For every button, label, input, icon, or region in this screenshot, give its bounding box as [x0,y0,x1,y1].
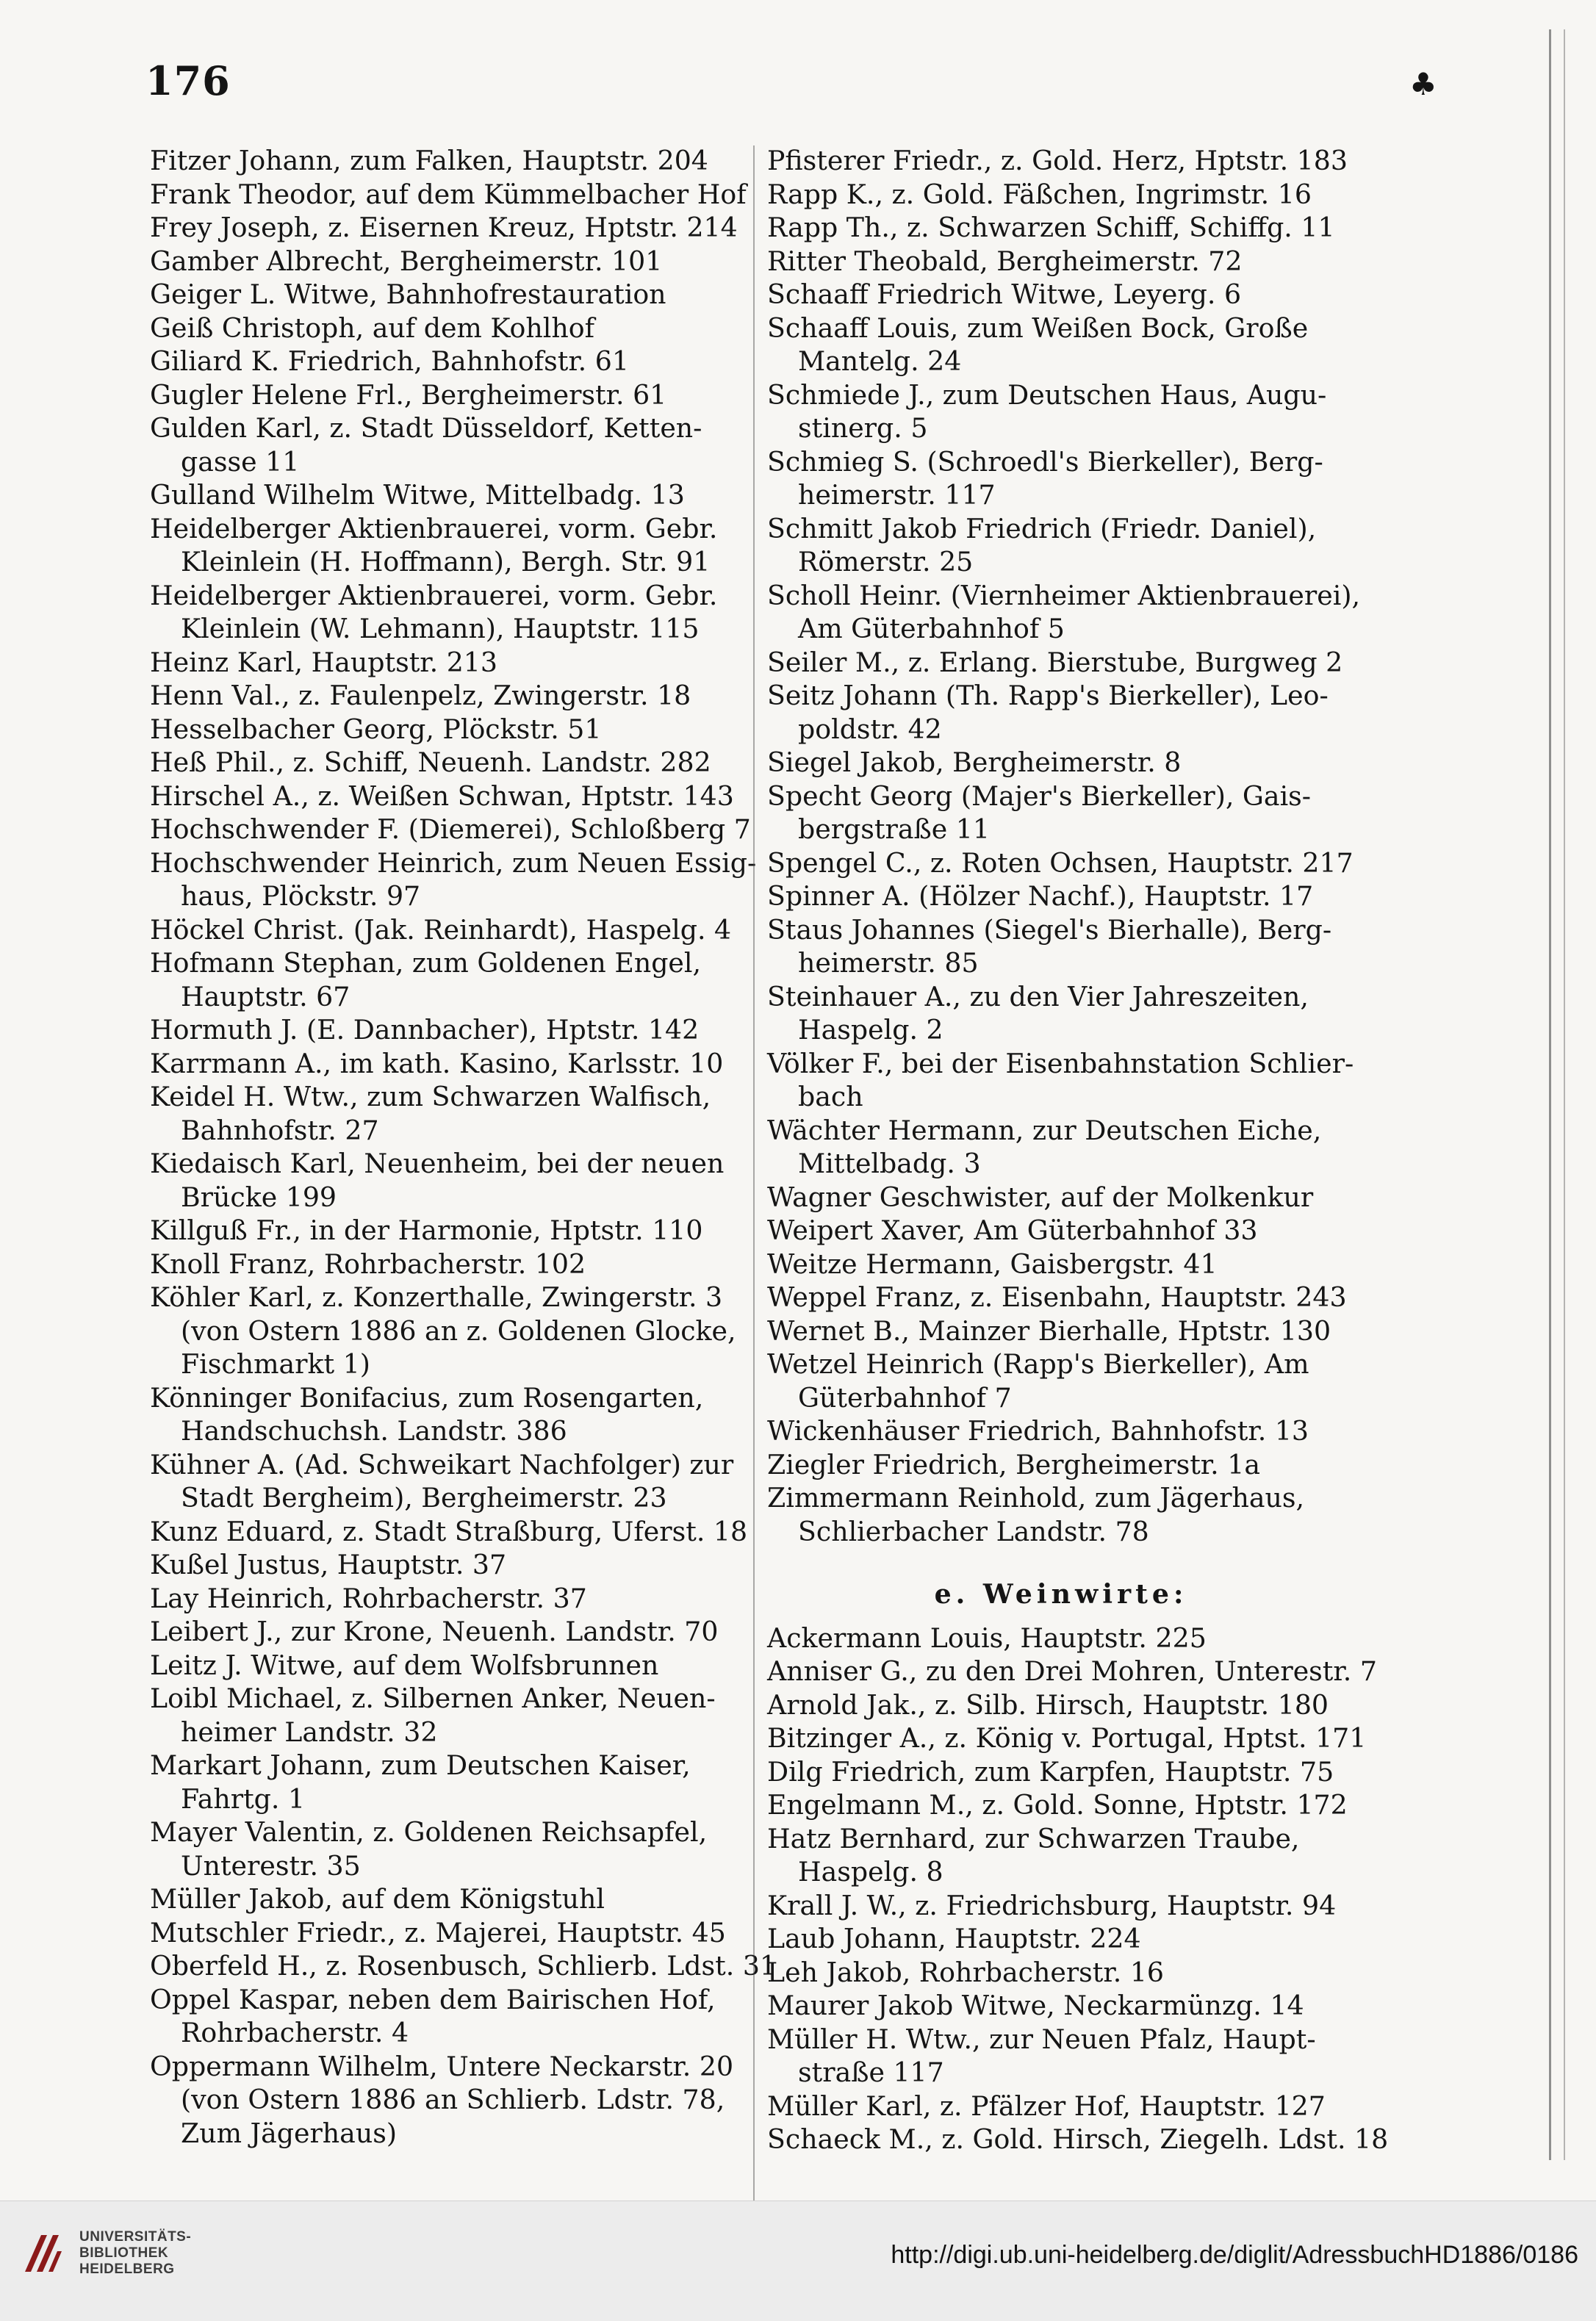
entry-line: Knoll Franz, Rohrbacherstr. 102 [150,1248,586,1280]
entry-line: Schmieg S. (Schroedl's Bierkeller), Berg- [767,445,1323,478]
entry-line: Fitzer Johann, zum Falken, Hauptstr. 204 [150,145,708,176]
directory-entry [150,1248,738,1281]
directory-entry [767,1956,1355,1990]
directory-entry [150,913,738,947]
directory-entry [150,946,738,1013]
library-logo[interactable] [21,2229,191,2278]
entry-line: Ziegler Friedrich, Bergheimerstr. 1a [767,1448,1260,1480]
directory-entry [767,2123,1389,2156]
entry-continuation-line: Handschuchsh. Landstr. 386 [181,1415,567,1447]
directory-entry [150,1749,738,1816]
entry-line: Scholl Heinr. (Viernheimer Aktienbrauerei), [767,579,1361,611]
entry-line: Laub Johann, Hauptstr. 224 [767,1923,1141,1954]
directory-entry [150,345,738,378]
directory-entry [767,1181,1355,1215]
entry-line: Kußel Justus, Hauptstr. 37 [150,1549,507,1580]
entry-line: Specht Georg (Majer's Bierkeller), Gais- [767,780,1312,812]
entry-line: Rapp Th., z. Schwarzen Schiff, Schiffg. 11 [767,212,1335,243]
entry-line: Wernet B., Mainzer Bierhalle, Hptstr. 130 [767,1314,1331,1347]
entry-line: Weipert Xaver, Am Güterbahnhof 33 [767,1215,1258,1246]
entry-line: Müller Jakob, auf dem Königstuhl [150,1883,605,1915]
directory-entry [767,211,1355,245]
directory-entry [767,1448,1355,1482]
entry-continuation-line: bergstraße 11 [798,813,990,845]
entry-line: Ackermann Louis, Hauptstr. 225 [767,1622,1207,1654]
directory-entry [767,1721,1367,1755]
entry-line: Schmitt Jakob Friedrich (Friedr. Daniel), [767,512,1317,544]
entry-line: Lay Heinrich, Rohrbacherstr. 37 [150,1582,587,1614]
right-column-entries-a [767,144,1361,1548]
entry-line: Geiß Christoph, auf dem Kohlhof [150,312,595,344]
entry-line: Spinner A. (Hölzer Nachf.), Hauptstr. 17 [767,880,1314,912]
entry-continuation-line: Kleinlein (H. Hoffmann), Bergh. Str. 91 [181,546,711,577]
directory-entry [150,1983,738,2050]
directory-entry [767,1281,1355,1314]
directory-entry [767,2090,1355,2123]
section-heading-weinwirte: e. Weinwirte: [934,1578,1188,1610]
logo-line-2: BIBLIOTHEK [79,2245,169,2261]
directory-entry [150,1448,738,1515]
directory-entry [767,1314,1355,1348]
directory-entry [150,1649,738,1683]
directory-entry [150,1882,738,1916]
directory-entry [767,1922,1355,1956]
entry-continuation-line: heimerstr. 85 [798,947,979,979]
directory-entry [150,1381,738,1448]
directory-entry [150,1214,738,1248]
directory-entry [767,1047,1355,1114]
right-column [767,144,1389,2156]
directory-entry [150,378,738,412]
page-edge-line [1549,29,1551,2160]
entry-continuation-line: Römerstr. 25 [798,546,974,577]
entry-continuation-line: Haspelg. 2 [798,1014,943,1046]
entry-continuation-line: bach [798,1081,863,1112]
entry-continuation-line: Güterbahnhof 7 [798,1381,1012,1414]
entry-line: Schaaff Friedrich Witwe, Leyerg. 6 [767,278,1242,310]
entry-line: Schaeck M., z. Gold. Hirsch, Ziegelh. Ldst. 18 [767,2123,1389,2155]
entry-line: Wächter Hermann, zur Deutschen Eiche, [767,1114,1322,1146]
directory-entry [767,1688,1355,1722]
entry-line: Spengel C., z. Roten Ochsen, Hauptstr. 217 [767,846,1354,879]
entry-line: Hatz Bernhard, zur Schwarzen Traube, [767,1822,1300,1854]
page-number: 176 [145,57,231,104]
entry-line: Weppel Franz, z. Eisenbahn, Hauptstr. 243 [767,1281,1347,1313]
directory-entry [150,2050,738,2151]
directory-entry [150,411,738,478]
entry-continuation-line: straße 117 [798,2056,944,2088]
entry-line: Frank Theodor, auf dem Kümmelbacher Hof [150,178,747,210]
directory-entry [150,478,738,512]
entry-line: Oppel Kaspar, neben dem Bairischen Hof, [150,1983,716,2015]
entry-line: Gulland Wilhelm Witwe, Mittelbadg. 13 [150,479,685,511]
entry-continuation-line: Hauptstr. 67 [181,980,351,1012]
entry-line: Hochschwender F. (Diemerei), Schloßberg 7 [150,813,751,845]
source-url-link[interactable]: http://digi.ub.uni-heidelberg.de/diglit/AdressbuchHD1886/0186 [891,2241,1578,2269]
directory-entry [150,1682,738,1749]
entry-line: Bitzinger A., z. König v. Portugal, Hptst. 171 [767,1722,1367,1754]
directory-entry [767,980,1355,1047]
directory-entry [150,1582,738,1616]
entry-line: Killguß Fr., in der Harmonie, Hptstr. 110 [150,1215,703,1246]
entry-line: Steinhauer A., zu den Vier Jahreszeiten, [767,980,1309,1012]
footer-bar [0,2201,1596,2321]
corner-mark: ♣ [1409,66,1437,102]
entry-line: Mayer Valentin, z. Goldenen Reichsapfel, [150,1816,708,1848]
logo-line-1: UNIVERSITÄTS- [79,2229,192,2245]
entry-line: Hirschel A., z. Weißen Schwan, Hptstr. 143 [150,780,734,812]
directory-entry [150,278,738,312]
entry-line: Geiger L. Witwe, Bahnhofrestauration [150,278,666,310]
directory-entry [150,579,738,646]
entry-line: Kühner A. (Ad. Schweikart Nachfolger) zur [150,1448,734,1480]
directory-entry [150,1281,738,1381]
entry-continuation-line: Fahrtg. 1 [181,1782,306,1815]
directory-entry [767,1622,1355,1655]
entry-line: Anniser G., zu den Drei Mohren, Unterestr. 7 [767,1655,1377,1687]
entry-line: Höckel Christ. (Jak. Reinhardt), Haspelg. 4 [150,913,732,946]
entry-continuation-line: Rohrbacherstr. 4 [181,2017,409,2048]
directory-entry [150,780,738,813]
library-logo-icon [21,2229,66,2278]
entry-line: Schmiede J., zum Deutschen Haus, Augu- [767,378,1327,411]
entry-line: Leibert J., zur Krone, Neuenh. Landstr. 70 [150,1616,719,1647]
directory-entry [150,679,738,713]
entry-continuation-line: Fischmarkt 1) [181,1348,370,1380]
entry-line: Weitze Hermann, Gaisbergstr. 41 [767,1248,1218,1280]
entry-line: Kiedaisch Karl, Neuenheim, bei der neuen [150,1148,725,1179]
directory-entry [767,1822,1355,1889]
entry-continuation-line: gasse 11 [181,445,300,478]
directory-entry [767,646,1355,680]
directory-entry [150,846,757,913]
entry-line: Staus Johannes (Siegel's Bierhalle), Berg- [767,913,1332,946]
entry-line: Gulden Karl, z. Stadt Düsseldorf, Ketten- [150,412,702,444]
directory-entry [150,312,738,345]
directory-entry [767,746,1355,780]
entry-line: Schaaff Louis, zum Weißen Bock, Große [767,312,1309,344]
entry-line: Arnold Jak., z. Silb. Hirsch, Hauptstr. 180 [767,1688,1329,1721]
directory-entry [767,1248,1355,1281]
directory-entry [767,278,1355,312]
entry-line: Engelmann M., z. Gold. Sonne, Hptstr. 172 [767,1789,1348,1821]
entry-line: Heidelberger Aktienbrauerei, vorm. Gebr. [150,579,718,611]
directory-entry [150,1916,738,1950]
directory-entry [767,846,1355,880]
entry-line: Ritter Theobald, Bergheimerstr. 72 [767,245,1243,277]
entry-line: Heidelberger Aktienbrauerei, vorm. Gebr. [150,512,718,544]
directory-entry [767,780,1355,846]
logo-line-3: HEIDELBERG [79,2261,175,2277]
directory-entry [767,679,1355,746]
directory-entry [150,178,747,212]
directory-entry [767,1414,1355,1448]
entry-line: Hormuth J. (E. Dannbacher), Hptstr. 142 [150,1014,700,1046]
entry-line: Hochschwender Heinrich, zum Neuen Essig- [150,846,757,879]
directory-entry [767,1788,1355,1822]
entry-line: Köhler Karl, z. Konzerthalle, Zwingerstr. 3 [150,1281,723,1313]
directory-entry [767,245,1355,278]
entry-line: Rapp K., z. Gold. Fäßchen, Ingrimstr. 16 [767,178,1312,210]
directory-entry [150,1816,738,1882]
entry-line: Zimmermann Reinhold, zum Jägerhaus, [767,1482,1305,1514]
entry-line: Heß Phil., z. Schiff, Neuenh. Landstr. 282 [150,746,711,778]
entry-line: Gamber Albrecht, Bergheimerstr. 101 [150,245,663,277]
entry-line: Mutschler Friedr., z. Majerei, Hauptstr. 45 [150,1916,726,1948]
directory-entry [767,378,1355,445]
entry-continuation-line: Unterestr. 35 [181,1849,361,1882]
directory-entry [150,813,751,846]
entry-line: Krall J. W., z. Friedrichsburg, Hauptstr. 94 [767,1889,1337,1921]
entry-continuation-line: (von Ostern 1886 an Schlierb. Ldstr. 78, [181,2084,725,2115]
directory-entry [150,512,738,579]
directory-entry [150,245,738,278]
directory-entry [767,1655,1377,1688]
entry-line: Henn Val., z. Faulenpelz, Zwingerstr. 18 [150,680,691,711]
directory-entry [150,1080,738,1147]
entry-continuation-line: Schlierbacher Landstr. 78 [798,1515,1149,1547]
entry-line: Karrmann A., im kath. Kasino, Karlsstr. 10 [150,1047,724,1079]
entry-line: Seiler M., z. Erlang. Bierstube, Burgweg 2 [767,646,1343,678]
entry-line: Hesselbacher Georg, Plöckstr. 51 [150,713,602,745]
library-logo-text [79,2229,191,2278]
entry-continuation-line: Stadt Bergheim), Bergheimerstr. 23 [181,1482,667,1514]
entry-continuation-line: Brücke 199 [181,1181,337,1213]
directory-entry [150,211,738,245]
entry-line: Müller H. Wtw., zur Neuen Pfalz, Haupt- [767,2023,1316,2055]
entry-continuation-line: Bahnhofstr. 27 [181,1114,379,1146]
entry-continuation-line: Zum Jägerhaus) [181,2117,397,2149]
directory-entry [767,1481,1355,1548]
entry-line: Markart Johann, zum Deutschen Kaiser, [150,1749,691,1781]
directory-entry [767,512,1355,579]
directory-entry [150,1548,738,1582]
entry-continuation-line: Mittelbadg. 3 [798,1148,981,1179]
entry-continuation-line: Kleinlein (W. Lehmann), Hauptstr. 115 [181,613,700,644]
directory-entry [150,1147,738,1214]
entry-continuation-line: Mantelg. 24 [798,345,962,377]
directory-entry [150,713,738,746]
entry-line: Wetzel Heinrich (Rapp's Bierkeller), Am [767,1348,1309,1380]
entry-line: Leh Jakob, Rohrbacherstr. 16 [767,1956,1165,1988]
directory-entry [150,1515,748,1549]
entry-continuation-line: heimerstr. 117 [798,479,996,511]
entry-line: Giliard K. Friedrich, Bahnhofstr. 61 [150,345,629,377]
directory-entry [150,1013,738,1047]
left-column [150,144,777,2150]
directory-entry [767,1114,1355,1181]
column-divider [753,145,755,2201]
entry-continuation-line: (von Ostern 1886 an z. Goldenen Glocke, [181,1314,736,1347]
entry-continuation-line: Haspelg. 8 [798,1856,943,1888]
entry-line: Maurer Jakob Witwe, Neckarmünzg. 14 [767,1990,1304,2021]
entry-line: Wickenhäuser Friedrich, Bahnhofstr. 13 [767,1415,1309,1447]
entry-line: Pfisterer Friedr., z. Gold. Herz, Hptstr. 183 [767,145,1348,176]
directory-entry [767,879,1355,913]
entry-line: Siegel Jakob, Bergheimerstr. 8 [767,746,1182,778]
entry-line: Oberfeld H., z. Rosenbusch, Schlierb. Ldst. 31 [150,1950,777,1982]
entry-line: Seitz Johann (Th. Rapp's Bierkeller), Leo- [767,680,1329,711]
page-edge-line-inner [1564,29,1565,2160]
directory-entry [767,178,1355,212]
entry-line: Heinz Karl, Hauptstr. 213 [150,646,497,678]
entry-line: Keidel H. Wtw., zum Schwarzen Walfisch, [150,1081,711,1112]
entry-line: Leitz J. Witwe, auf dem Wolfsbrunnen [150,1649,659,1681]
directory-entry [767,1989,1355,2023]
entry-line: Oppermann Wilhelm, Untere Neckarstr. 20 [150,2050,734,2082]
entry-line: Kunz Eduard, z. Stadt Straßburg, Uferst. 18 [150,1515,748,1547]
entry-continuation-line: poldstr. 42 [798,713,942,745]
entry-line: Könninger Bonifacius, zum Rosengarten, [150,1381,704,1414]
directory-entry [150,144,738,178]
entry-continuation-line: stinerg. 5 [798,412,928,444]
entry-line: Hofmann Stephan, zum Goldenen Engel, [150,947,702,979]
directory-entry [767,1889,1355,1923]
entry-continuation-line: haus, Plöckstr. 97 [181,880,421,912]
entry-line: Völker F., bei der Eisenbahnstation Schlier- [767,1047,1354,1079]
directory-entry [767,579,1361,646]
right-column-entries-b [767,1622,1389,2156]
directory-entry [767,445,1355,512]
directory-entry [767,1755,1355,1789]
entry-line: Dilg Friedrich, zum Karpfen, Hauptstr. 75 [767,1755,1334,1788]
entry-line: Müller Karl, z. Pfälzer Hof, Hauptstr. 127 [767,2090,1326,2122]
entry-continuation-line: heimer Landstr. 32 [181,1716,438,1748]
directory-entry [767,2023,1355,2090]
entry-line: Frey Joseph, z. Eisernen Kreuz, Hptstr. 214 [150,212,738,243]
directory-entry [767,1214,1355,1248]
directory-entry [150,1047,738,1081]
entry-line: Wagner Geschwister, auf der Molkenkur [767,1181,1314,1213]
entry-line: Loibl Michael, z. Silbernen Anker, Neuen- [150,1683,716,1714]
directory-entry [767,1347,1355,1414]
entry-continuation-line: Am Güterbahnhof 5 [798,613,1065,644]
directory-entry [150,1615,738,1649]
directory-entry [767,144,1355,178]
directory-entry [150,646,738,680]
directory-entry [767,312,1355,378]
directory-entry [150,1949,777,1983]
directory-entry [150,746,738,780]
entry-line: Gugler Helene Frl., Bergheimerstr. 61 [150,378,667,411]
directory-entry [767,913,1355,980]
